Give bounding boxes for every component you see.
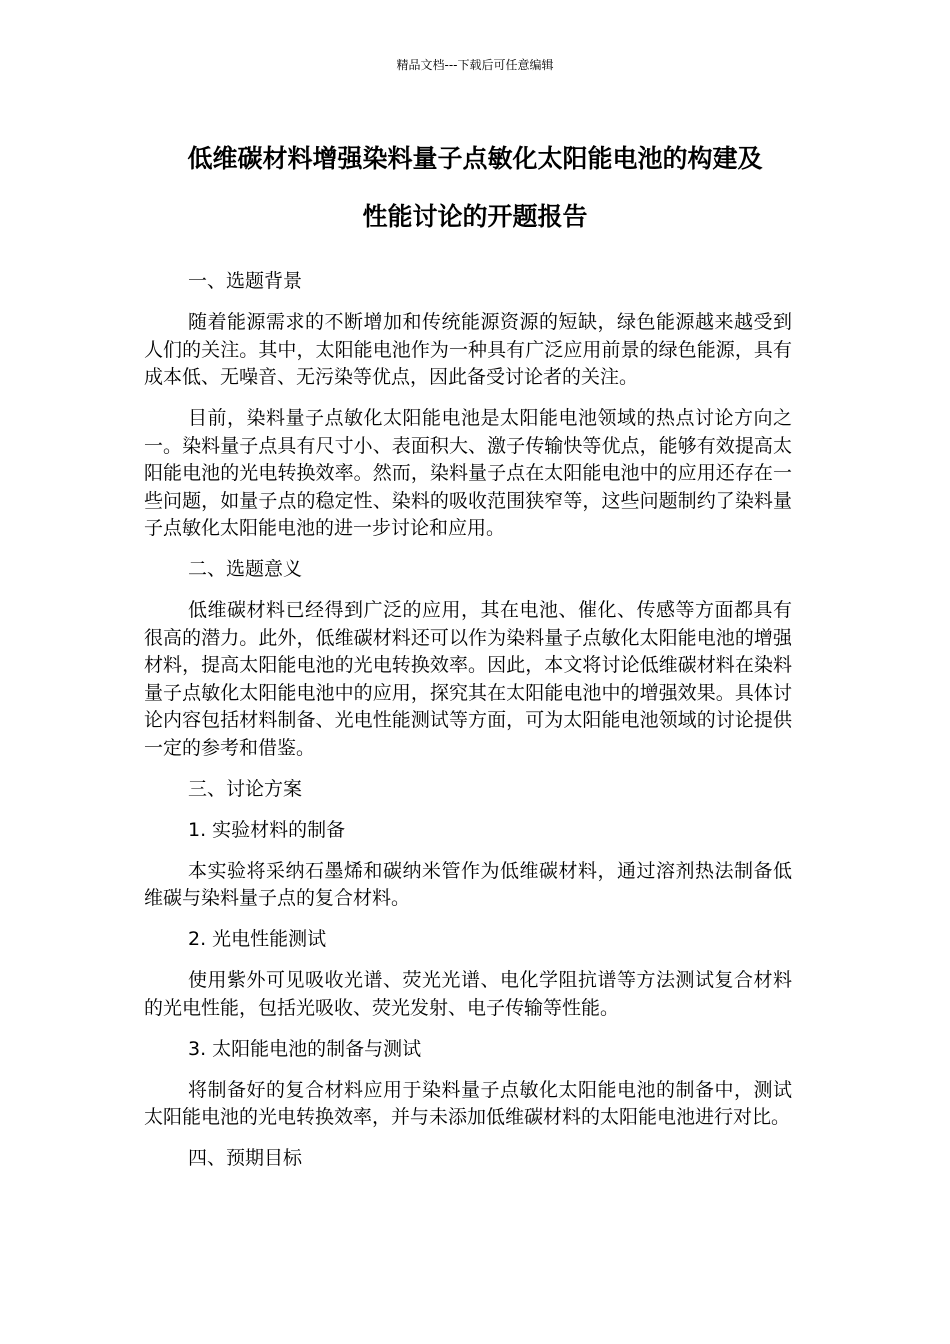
header-note: 精品文档---下载后可任意编辑 xyxy=(396,58,554,72)
subheading-optoelectronic-test: 2. 光电性能测试 xyxy=(188,928,327,950)
paragraph-materials: 本实验将采纳石墨烯和碳纳米管作为低维碳材料，通过溶剂热法制备低维碳与染料量子点的复合材料。 xyxy=(144,859,792,909)
section-heading-goals: 四、预期目标 xyxy=(188,1147,303,1169)
document-body xyxy=(144,268,792,1186)
paragraph-significance: 低维碳材料已经得到广泛的应用，其在电池、催化、传感等方面都具有很高的潜力。此外，低维碳材料还可以作为染料量子点敏化太阳能电池的增强材料，提高太阳能电池的光电转换效率。因此，本文将讨论低维碳材料在染料量子点敏化太阳能电池中的应用，探究其在太阳能电池中的增强效果。具体讨论内容包括材料制备、光电性能测试等方面，可为太阳能电池领域的讨论提供一定的参考和借鉴。 xyxy=(144,599,792,759)
paragraph-background-2: 目前，染料量子点敏化太阳能电池是太阳能电池领域的热点讨论方向之一。染料量子点具有尺寸小、表面积大、激子传输快等优点，能够有效提高太阳能电池的光电转换效率。然而，染料量子点在太阳能电池中的应用还存在一些问题，如量子点的稳定性、染料的吸收范围狭窄等，这些问题制约了染料量子点敏化太阳能电池的进一步讨论和应用。 xyxy=(144,407,792,539)
paragraph-optoelectronic-test: 使用紫外可见吸收光谱、荧光光谱、电化学阻抗谱等方法测试复合材料的光电性能，包括光吸收、荧光发射、电子传输等性能。 xyxy=(144,969,792,1019)
section-heading-significance: 二、选题意义 xyxy=(188,558,303,580)
subheading-solar-cell: 3. 太阳能电池的制备与测试 xyxy=(188,1037,422,1060)
title-line-2: 性能讨论的开题报告 xyxy=(362,202,588,231)
paragraph-background-1: 随着能源需求的不断增加和传统能源资源的短缺，绿色能源越来越受到人们的关注。其中，太阳能电池作为一种具有广泛应用前景的绿色能源，具有成本低、无噪音、无污染等优点，因此备受讨论者的关注。 xyxy=(144,311,792,388)
document-title xyxy=(130,130,820,246)
section-heading-plan: 三、讨论方案 xyxy=(188,777,303,800)
paragraph-solar-cell: 将制备好的复合材料应用于染料量子点敏化太阳能电池的制备中，测试太阳能电池的光电转换效率，并与未添加低维碳材料的太阳能电池进行对比。 xyxy=(144,1078,792,1128)
title-line-1: 低维碳材料增强染料量子点敏化太阳能电池的构建及 xyxy=(187,144,763,173)
subheading-materials: 1. 实验材料的制备 xyxy=(188,818,346,841)
section-heading-background: 一、选题背景 xyxy=(188,270,303,292)
